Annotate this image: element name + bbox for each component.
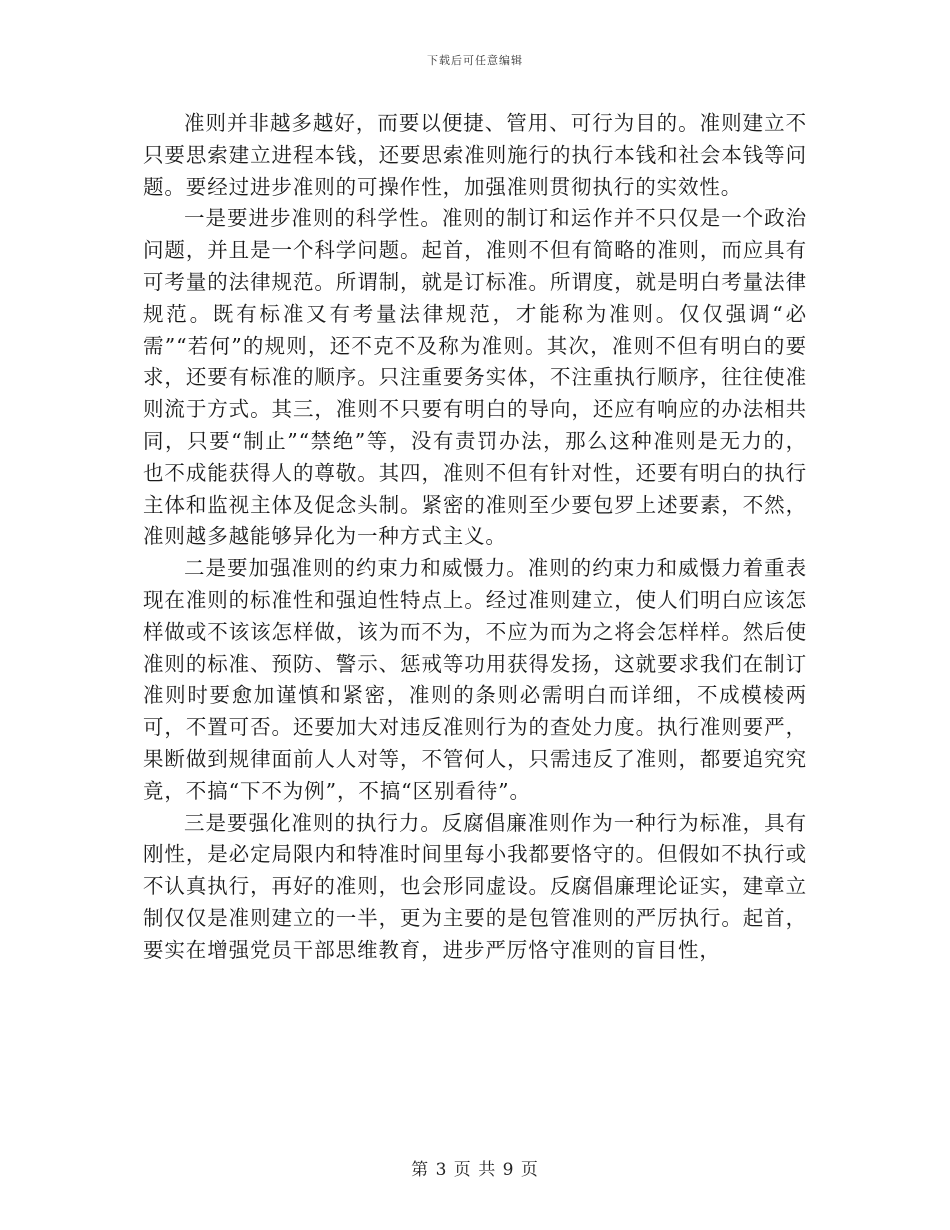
paragraph-scientific: 一是要进步准则的科学性。准则的制订和运作并不只仅是一个政治问题，并且是一个科学问题。起首，准则不但有简略的准则，而应具有可考量的法律规范。所谓制，就是订标准。所谓度，就是明白考量法律规范。既有标准又有考量法律规范，才能称为准则。仅仅强调“必需”“若何”的规则，还不克不及称为准则。其次，准则不但有明白的要求，还要有标准的顺序。只注重要务实体，不注重执行顺序，往往使准则流于方式。其三，准则不只要有明白的导向，还应有响应的办法相共同，只要“制止”“禁绝”等，没有责罚办法，那么这种准则是无力的，也不成能获得人的尊敬。其四，准则不但有针对性，还要有明白的执行主体和监视主体及促念头制。紧密的准则至少要包罗上述要素，不然，准则越多越能够异化为一种方式主义。 [143,206,807,549]
paragraph-intro: 准则并非越多越好，而要以便捷、管用、可行为目的。准则建立不只要思索建立进程本钱，还要思索准则施行的执行本钱和社会本钱等问题。要经过进步准则的可操作性，加强准则贯彻执行的实效性。 [143,111,807,199]
paragraph-binding-force: 二是要加强准则的约束力和威慑力。准则的约束力和威慑力着重表现在准则的标准性和强迫性特点上。经过准则建立，使人们明白应该怎样做或不该该怎样做，该为而不为，不应为而为之将会怎样样。然后使准则的标准、预防、警示、惩戒等功用获得发扬，这就要求我们在制订准则时要愈加谨慎和紧密，准则的条则必需明白而详细，不成模棱两可，不置可否。还要加大对违反准则行为的查处力度。执行准则要严，果断做到规律面前人人对等，不管何人，只需违反了准则，都要追究究竟，不搞“下不为例”，不搞“区别看待”。 [143,556,807,803]
page-header: 下载后可任意编辑 [427,54,523,67]
page-footer: 第 3 页 共 9 页 [411,1160,539,1180]
document-body [143,108,807,967]
paragraph-execution: 三是要强化准则的执行力。反腐倡廉准则作为一种行为标准，具有刚性，是必定局限内和特准时间里每小我都要恪守的。但假如不执行或不认真执行，再好的准则，也会形同虚设。反腐倡廉理论证实，建章立制仅仅是准则建立的一半，更为主要的是包管准则的严厉执行。起首，要实在增强党员干部思维教育，进步严厉恪守准则的盲目性， [143,810,807,962]
